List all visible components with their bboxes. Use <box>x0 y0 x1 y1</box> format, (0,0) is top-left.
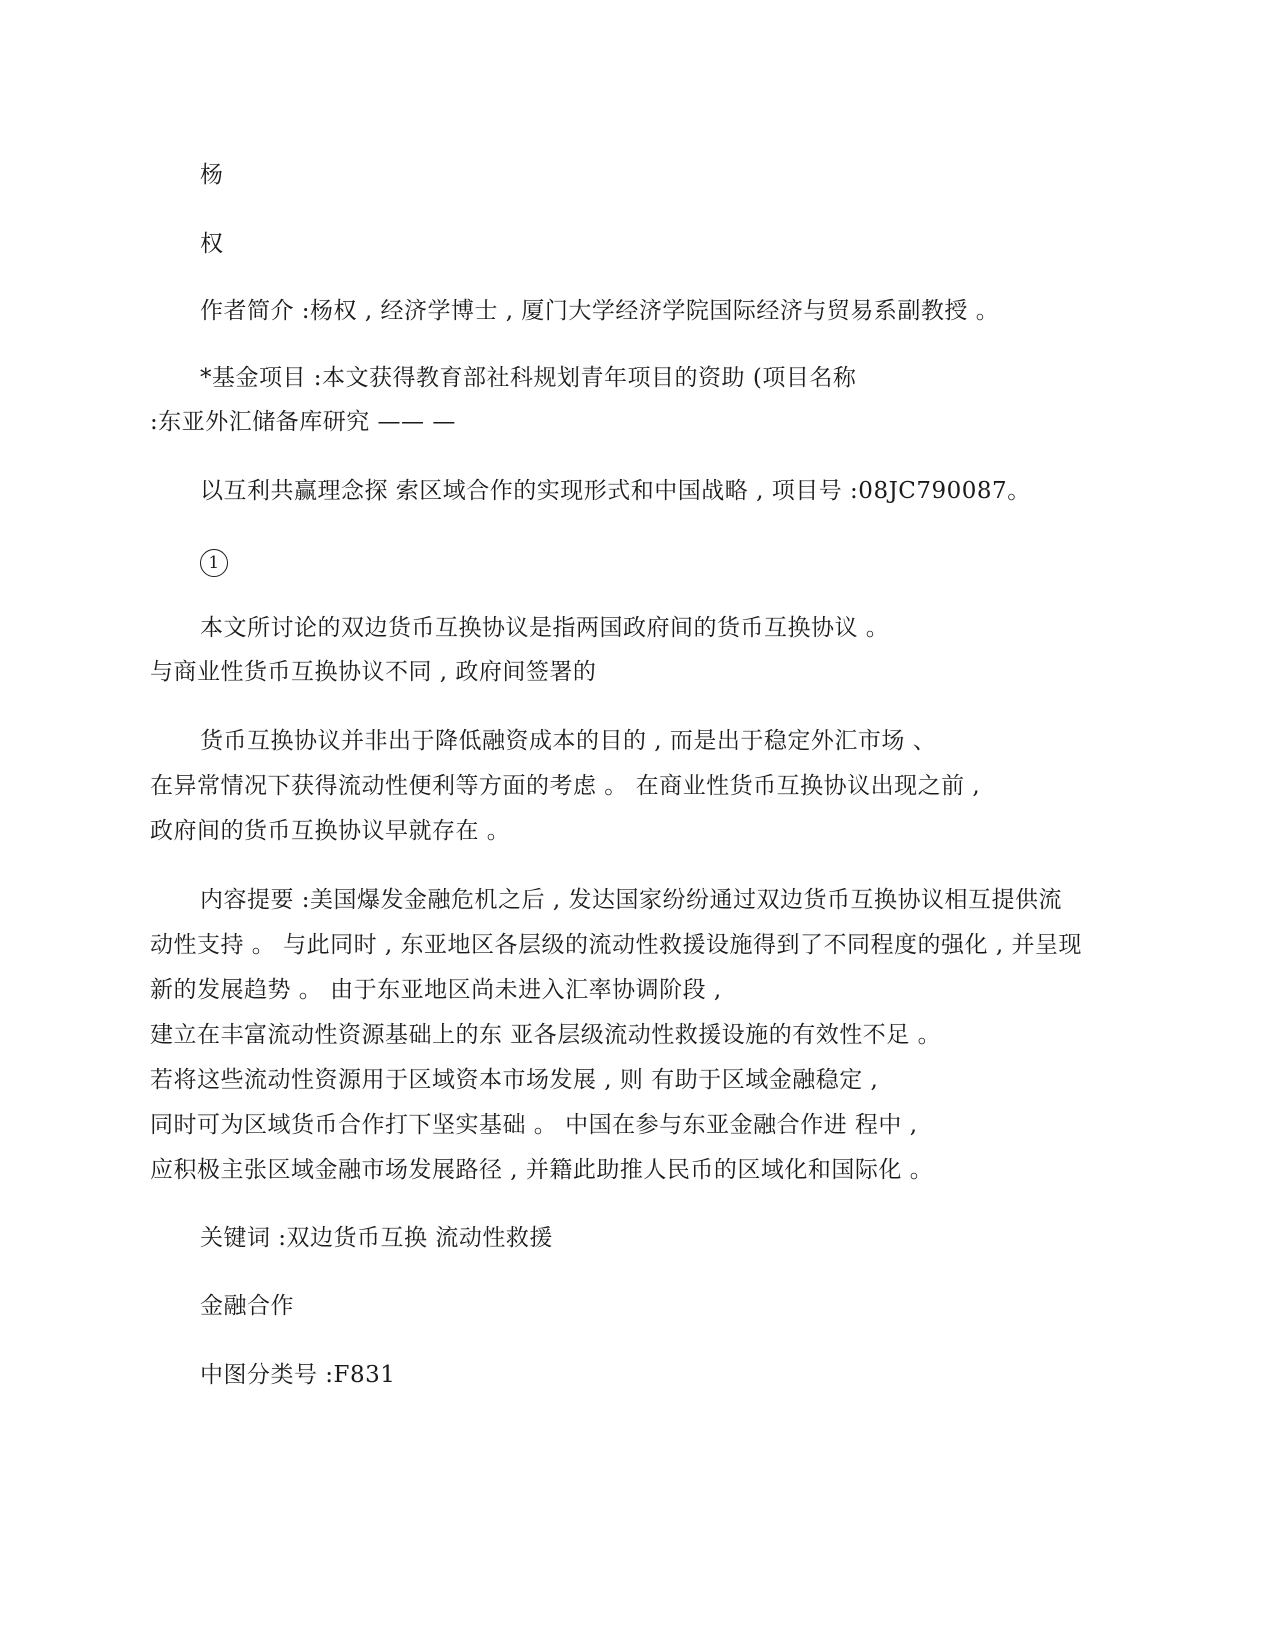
keywords-line-2: 金融合作 <box>200 1293 294 1319</box>
circled-number-one-icon: 1 <box>200 549 228 577</box>
footnote-para2-line-2: 在异常情况下获得流动性便利等方面的考虑 。 在商业性货币互换协议出现之前 , <box>150 773 981 799</box>
footnote-para1-line-1: 本文所讨论的双边货币互换协议是指两国政府间的货币互换协议 。 <box>200 615 890 641</box>
abstract-line-4: 建立在丰富流动性资源基础上的东 亚各层级流动性救援设施的有效性不足 。 <box>150 1022 942 1048</box>
author-given-name: 权 <box>200 231 224 257</box>
abstract-line-6: 同时可为区域货币合作打下坚实基础 。 中国在参与东亚金融合作进 程中 , <box>150 1112 918 1138</box>
footnote-para1-line-2: 与商业性货币互换协议不同 , 政府间签署的 <box>150 659 597 685</box>
fund-line-1: *基金项目 :本文获得教育部社科规划青年项目的资助 (项目名称 <box>200 365 857 391</box>
abstract-line-5: 若将这些流动性资源用于区域资本市场发展 , 则 有助于区域金融稳定 , <box>150 1067 879 1093</box>
author-surname: 杨 <box>200 162 224 188</box>
footnote-marker <box>200 546 228 577</box>
abstract-line-7: 应积极主张区域金融市场发展路径 , 并籍此助推人民币的区域化和国际化 。 <box>150 1157 934 1183</box>
keywords-line-1: 关键词 :双边货币互换 流动性救援 <box>200 1225 553 1251</box>
abstract-line-1: 内容提要 :美国爆发金融危机之后 , 发达国家纷纷通过双边货币互换协议相互提供流 <box>200 887 1062 913</box>
abstract-line-2: 动性支持 。 与此同时 , 东亚地区各层级的流动性救援设施得到了不同程度的强化 , 并呈现 <box>150 932 1082 958</box>
abstract-line-3: 新的发展趋势 。 由于东亚地区尚未进入汇率协调阶段 , <box>150 977 722 1003</box>
classification-number: 中图分类号 :F831 <box>200 1362 396 1388</box>
footnote-para2-line-1: 货币互换协议并非出于降低融资成本的目的 , 而是出于稳定外汇市场 、 <box>200 728 937 754</box>
fund-line-3: 以互利共赢理念探 索区域合作的实现形式和中国战略 , 项目号 :08JC790087。 <box>200 478 1031 504</box>
footnote-para2-line-3: 政府间的货币互换协议早就存在 。 <box>150 818 511 844</box>
author-bio: 作者简介 :杨权 , 经济学博士 , 厦门大学经济学院国际经济与贸易系副教授 。 <box>200 298 1000 324</box>
fund-line-2: :东亚外汇储备库研究 —— — <box>150 409 456 435</box>
